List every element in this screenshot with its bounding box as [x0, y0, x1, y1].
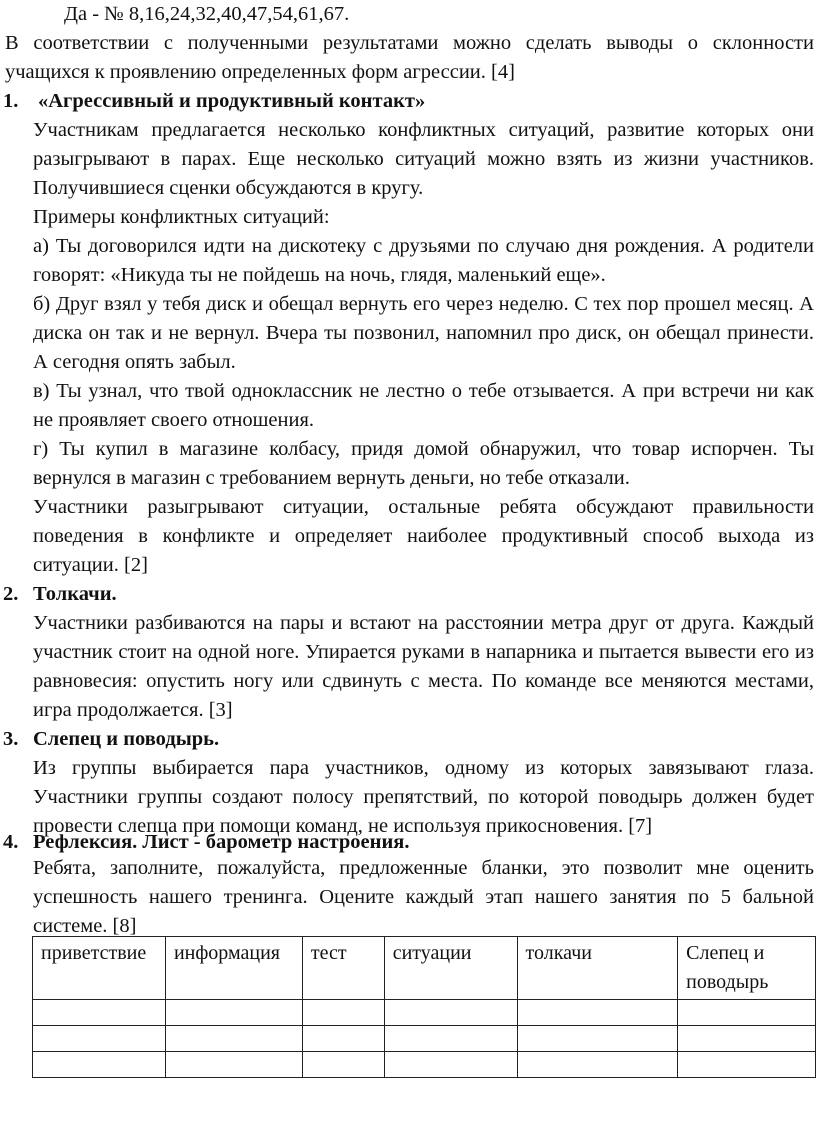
answer-key-line: Да - № 8,16,24,32,40,47,54,61,67. — [64, 3, 350, 25]
section-paragraph: Примеры конфликтных ситуаций: — [33, 206, 330, 228]
section-title: Толкачи. — [33, 583, 117, 605]
section-paragraph: Участникам предлагается несколько конфликтных ситуаций, развитие которых они разыгрывают в парах. Еще несколько ситуаций можно взять из жизни участников. Получившиеся сценки обсуждаются в кругу. — [33, 119, 814, 199]
section-paragraph: Ребята, заполните, пожалуйста, предложенные бланки, это позволит мне оценить успешность нашего тренинга. Оцените каждый этап нашего занятия по 5 бальной системе. [8] — [33, 857, 814, 937]
section-title: Слепец и поводырь. — [33, 728, 220, 750]
situation-a: а) Ты договорился идти на дискотеку с друзьями по случаю дня рождения. А родители говорят: «Никуда ты не пойдешь на ночь, глядя, маленький еще». — [33, 235, 814, 286]
table-cell — [678, 1000, 816, 1026]
mood-barometer-table — [32, 936, 816, 1078]
section-paragraph: Участники разбиваются на пары и встают на расстоянии метра друг от друга. Каждый участник стоит на одной ноге. Упирается руками в напарника и пытается вывести его из равновесия: опустить ногу или сдвинуть с места. По команде все меняются местами, игра продолжается. [3] — [33, 612, 814, 721]
column-header: приветствие — [33, 937, 166, 1000]
situation-b: б) Друг взял у тебя диск и обещал вернуть его через неделю. С тех пор прошел месяц. А диска он так и не вернул. Вчера ты позвонил, напомнил про диск, он обещал принести. А сегодня опять забыл. — [33, 293, 814, 373]
table-header-row — [33, 937, 816, 1000]
situation-d: г) Ты купил в магазине колбасу, придя домой обнаружил, что товар испорчен. Ты вернулся в магазин с требованием вернуть деньги, но тебе отказали. — [33, 438, 814, 489]
table-cell — [678, 1052, 816, 1078]
table-cell — [165, 1052, 302, 1078]
table-cell — [384, 1000, 517, 1026]
table-cell — [302, 1026, 384, 1052]
table-row — [33, 1000, 816, 1026]
section-number: 2. — [3, 583, 19, 605]
section-paragraph: Участники разыгрывают ситуации, остальные ребята обсуждают правильности поведения в конфликте и определяет наиболее продуктивный способ выхода из ситуации. [2] — [33, 496, 814, 576]
table-cell — [165, 1000, 302, 1026]
column-header: тест — [302, 937, 384, 1000]
table-cell — [384, 1052, 517, 1078]
section-paragraph: Из группы выбирается пара участников, одному из которых завязывают глаза. Участники группы создают полосу препятствий, по которой поводырь должен будет провести слепца при помощи команд, не используя прикосновения. [7] — [33, 757, 814, 837]
intro-paragraph: В соответствии с полученными результатами можно сделать выводы о склонности учащихся к проявлению определенных форм агрессии. [4] — [5, 32, 814, 83]
situation-c: в) Ты узнал, что твой одноклассник не лестно о тебе отзывается. А при встречи ни как не проявляет своего отношения. — [33, 380, 814, 431]
table-cell — [33, 1052, 166, 1078]
table-cell — [33, 1000, 166, 1026]
table-cell — [384, 1026, 517, 1052]
column-header: Слепец и поводырь — [678, 937, 816, 1000]
section-number: 4. — [3, 831, 19, 853]
table-cell — [517, 1026, 678, 1052]
section-title: «Агрессивный и продуктивный контакт» — [38, 90, 426, 112]
section-number: 3. — [3, 728, 19, 750]
table-cell — [517, 1000, 678, 1026]
table-cell — [302, 1052, 384, 1078]
column-header: информация — [165, 937, 302, 1000]
table-row — [33, 1052, 816, 1078]
table-cell — [678, 1026, 816, 1052]
table-cell — [33, 1026, 166, 1052]
section-number: 1. — [3, 90, 19, 112]
column-header: ситуации — [384, 937, 517, 1000]
table-cell — [517, 1052, 678, 1078]
column-header: толкачи — [517, 937, 678, 1000]
section-title: Рефлексия. Лист - барометр настроения. — [33, 831, 410, 853]
table-cell — [302, 1000, 384, 1026]
table-cell — [165, 1026, 302, 1052]
table-row — [33, 1026, 816, 1052]
